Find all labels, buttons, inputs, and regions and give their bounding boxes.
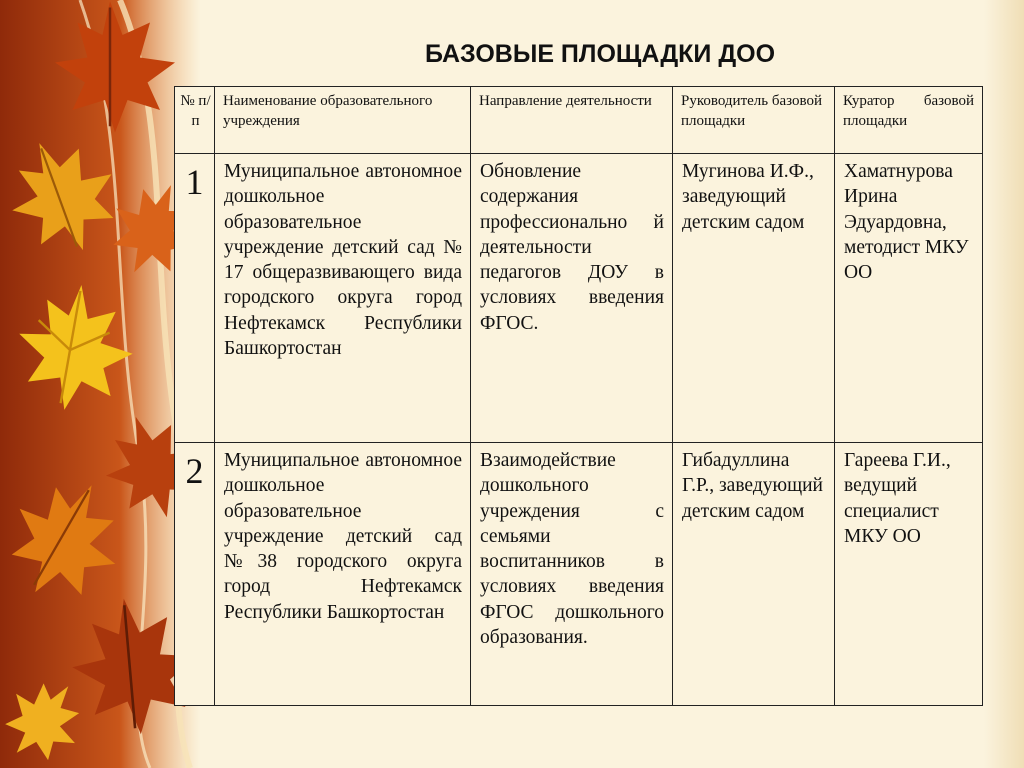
header-head: Руководитель базовой площадки	[673, 87, 835, 154]
curator-cell: Хаматнурова Ирина Эдуардовна, методист МКУ ОО	[835, 154, 983, 443]
table-row	[175, 443, 983, 706]
row-number: 1	[175, 154, 215, 443]
institution-cell: Муниципальное автономное дошкольное образовательное учреждение детский сад №38 городского округа город Нефтекамск Республики Башкортостан	[215, 443, 471, 706]
head-cell: Мугинова И.Ф., заведующий детским садом	[673, 154, 835, 443]
direction-cell: Взаимодействие дошкольного учреждения с семьями воспитанников в условиях введения ФГОС дошкольного образования.	[471, 443, 673, 706]
header-number: № п/п	[175, 87, 215, 154]
header-direction: Направление деятельности	[471, 87, 673, 154]
table-header-row	[175, 87, 983, 154]
base-sites-table	[174, 86, 983, 706]
table-row	[175, 154, 983, 443]
page-title: БАЗОВЫЕ ПЛОЩАДКИ ДОО	[424, 40, 776, 68]
curator-cell: Гареева Г.И., ведущий специалист МКУ ОО	[835, 443, 983, 706]
header-institution: Наименование образовательного учреждения	[215, 87, 471, 154]
right-edge-shade	[984, 0, 1024, 768]
direction-cell: Обновление содержания профессионально й деятельности педагогов ДОУ в условиях введения ФГОС.	[471, 154, 673, 443]
row-number: 2	[175, 443, 215, 706]
header-curator: Куратор базовой площадки	[835, 87, 983, 154]
institution-cell: Муниципальное автономное дошкольное образовательное учреждение детский сад № 17 общеразвивающего вида городского округа город Нефтекамск Республики Башкортостан	[215, 154, 471, 443]
head-cell: Гибадуллина Г.Р., заведующий детским садом	[673, 443, 835, 706]
